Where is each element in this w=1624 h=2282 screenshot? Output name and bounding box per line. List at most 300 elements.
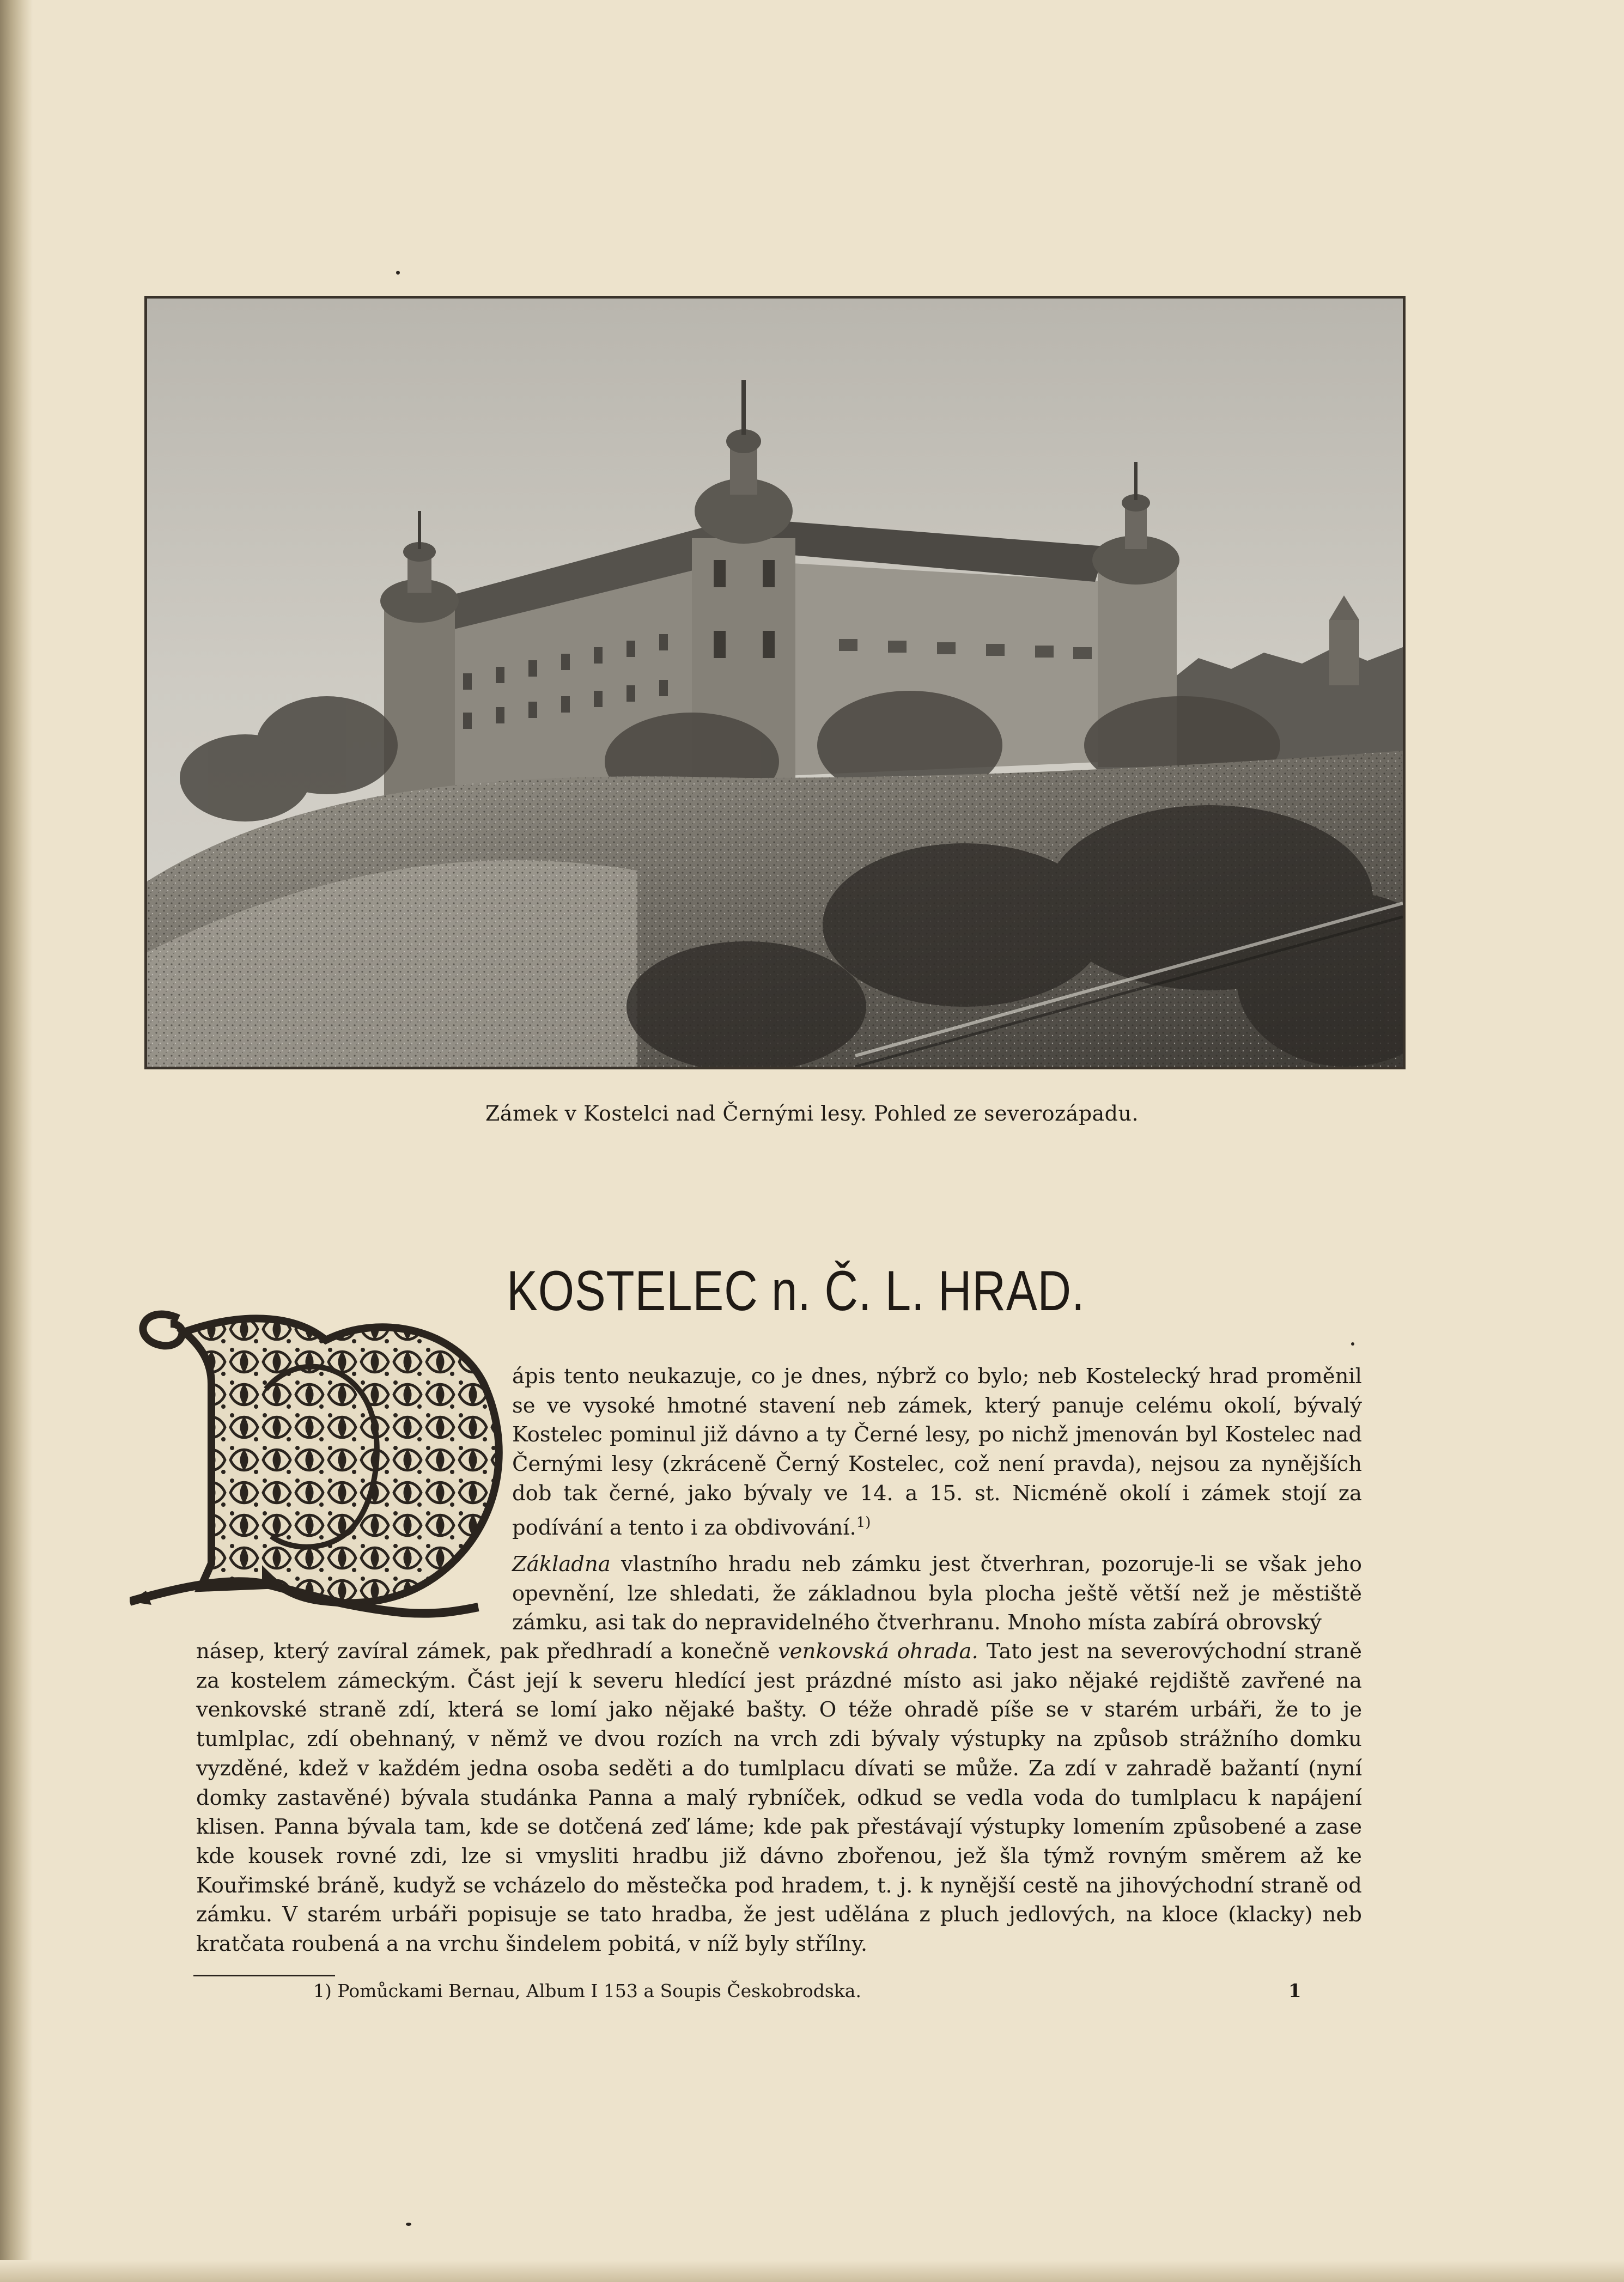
word (914, 1756, 923, 1781)
word (1118, 1581, 1130, 1606)
word: odkud (857, 1785, 923, 1810)
word: rozích (656, 1727, 722, 1752)
word: nepravidelného (704, 1610, 870, 1635)
word (381, 1902, 391, 1927)
word: byly (745, 1932, 789, 1957)
word (1325, 1669, 1336, 1693)
word (386, 1873, 393, 1898)
scan-speck (396, 271, 400, 275)
word (688, 1815, 696, 1839)
word: bašty. (746, 1697, 808, 1723)
word (499, 1932, 506, 1956)
word: že (773, 1581, 796, 1606)
word (940, 1727, 951, 1751)
word (889, 1639, 897, 1664)
word: nějaké (665, 1697, 735, 1723)
word (870, 1610, 877, 1635)
word: dávno (759, 1843, 824, 1869)
word: zámek, (416, 1639, 492, 1664)
word: voda (1033, 1785, 1085, 1810)
word: v (357, 1756, 369, 1781)
word (701, 1932, 707, 1956)
word (916, 1581, 928, 1606)
castle-photo-svg (147, 299, 1403, 1067)
word: že (743, 1902, 767, 1927)
word (921, 1552, 932, 1577)
word: jež (956, 1843, 987, 1869)
word: šla (1000, 1843, 1030, 1869)
word: hledící (674, 1668, 746, 1693)
scan-speck (406, 2223, 411, 2226)
word (588, 1610, 595, 1635)
word (1214, 1552, 1225, 1577)
word: zdi, (410, 1843, 448, 1869)
word (841, 1552, 851, 1577)
word (767, 1902, 777, 1927)
word (836, 1697, 848, 1722)
word (979, 1697, 991, 1722)
word: a (682, 1756, 695, 1781)
word: se (1045, 1697, 1069, 1723)
word: předhradí (546, 1639, 653, 1664)
word: to (1310, 1697, 1331, 1723)
word: bažantí (1220, 1756, 1299, 1781)
word: plocha (985, 1581, 1056, 1606)
word (479, 1727, 491, 1751)
word: hradu (728, 1552, 792, 1577)
word: k (569, 1668, 582, 1693)
word (515, 1669, 526, 1693)
footnote-text: Pomůckami Bernau, Album I 153 a Soupis Českobrodska. (337, 1980, 861, 2001)
word (416, 1815, 424, 1839)
word (577, 1786, 588, 1810)
book-spine-shadow (0, 0, 33, 2282)
word (845, 1756, 854, 1781)
word: na (1056, 1727, 1082, 1752)
word: popisuje (467, 1902, 557, 1927)
word: malý (686, 1785, 738, 1810)
word (491, 1844, 505, 1869)
word: dvou (594, 1727, 646, 1752)
word (761, 1581, 773, 1606)
word: zdí (307, 1727, 338, 1752)
word: láme; (696, 1815, 755, 1840)
word: udělána (824, 1902, 910, 1927)
word: ještě (1067, 1581, 1118, 1606)
word: napájení (1270, 1785, 1362, 1810)
word: bývaly (871, 1727, 940, 1752)
word: shledati, (669, 1581, 761, 1606)
word: cestě (1023, 1873, 1079, 1898)
word (746, 1844, 760, 1869)
word: si (504, 1843, 523, 1869)
word: kde (196, 1843, 235, 1869)
word: která (448, 1697, 504, 1723)
article-title: KOSTELEC n. Č. L. HRAD. (507, 1259, 1085, 1323)
word (326, 1669, 337, 1693)
word: lze (627, 1581, 658, 1606)
word: v (1105, 1756, 1117, 1781)
word: zase (1315, 1815, 1362, 1840)
word (642, 1902, 652, 1927)
word (369, 1756, 379, 1781)
word (1032, 1639, 1041, 1664)
word (470, 1786, 480, 1810)
word (1093, 1697, 1105, 1722)
word (486, 1873, 493, 1898)
word (296, 1727, 307, 1751)
word (796, 1581, 808, 1606)
word: Část (467, 1668, 515, 1693)
word: v (467, 1727, 480, 1752)
word (1065, 1815, 1073, 1839)
word (1323, 1844, 1337, 1869)
word (492, 1639, 500, 1664)
word (1306, 1552, 1317, 1577)
word: rejdiště (1149, 1668, 1231, 1693)
word: zdí, (398, 1697, 436, 1723)
word: rovným (1108, 1843, 1188, 1869)
word: kratčata (196, 1932, 285, 1957)
word (870, 1873, 877, 1898)
word (709, 1844, 722, 1869)
word: Za (1028, 1756, 1056, 1781)
word (646, 1727, 657, 1751)
word: na (405, 1932, 432, 1957)
word (1002, 1669, 1013, 1693)
word: jest (932, 1552, 970, 1577)
word (1313, 1902, 1323, 1927)
word: prázdné (805, 1668, 892, 1693)
word (522, 1844, 536, 1869)
word (619, 1844, 632, 1869)
decorative-initial-letter (130, 1280, 527, 1629)
word (1188, 1844, 1201, 1869)
paragraph-2 (512, 1550, 1362, 1638)
word (235, 1844, 248, 1869)
word (791, 1552, 801, 1577)
word: byla (928, 1581, 974, 1606)
word (472, 1815, 480, 1839)
word: severovýchodní (1121, 1639, 1286, 1664)
word: z (919, 1902, 930, 1927)
word (539, 1639, 547, 1664)
word (673, 1639, 681, 1664)
word: severu (592, 1668, 664, 1693)
word: od (1336, 1873, 1362, 1898)
word (457, 1727, 468, 1751)
word: pak (810, 1815, 849, 1840)
word (962, 1669, 972, 1693)
word (1056, 1581, 1068, 1606)
word: na (1336, 1668, 1362, 1693)
word: asi (595, 1610, 625, 1635)
paragraph-2-continued (196, 1637, 1362, 1959)
word (759, 1727, 771, 1751)
word: j. (899, 1873, 913, 1898)
word (397, 1844, 410, 1869)
word: neb (801, 1552, 841, 1577)
word: zámku (851, 1552, 922, 1577)
word (774, 1873, 781, 1898)
word (599, 1756, 609, 1781)
word: obehnaný, (349, 1727, 457, 1752)
word: straně (1261, 1873, 1329, 1898)
word: tumlplac, (196, 1727, 296, 1752)
word (729, 1756, 739, 1781)
word: tam, (424, 1815, 472, 1840)
word: jedna (470, 1756, 528, 1781)
word (1286, 1815, 1294, 1839)
word: urbáři, (1190, 1697, 1263, 1723)
word: se (567, 1902, 590, 1927)
word (380, 1932, 386, 1956)
word: zastavěné) (277, 1785, 391, 1810)
word (458, 1902, 467, 1927)
word (664, 1669, 674, 1693)
word: neb (1322, 1902, 1362, 1927)
word (323, 1844, 337, 1869)
word (970, 1552, 980, 1577)
word: do (1094, 1785, 1121, 1810)
word (1152, 1902, 1162, 1927)
word (289, 1756, 299, 1781)
word (1212, 1756, 1221, 1781)
word: se (463, 1873, 486, 1898)
word: dotčená (558, 1815, 643, 1840)
word (611, 1552, 621, 1577)
word: domku (1290, 1727, 1362, 1752)
word: způsobené (1173, 1815, 1286, 1840)
word: obrovský (1225, 1610, 1322, 1635)
word: který (273, 1639, 329, 1664)
word: jest (1040, 1639, 1079, 1664)
word: je (1241, 1581, 1261, 1606)
word: lze (461, 1843, 492, 1869)
word: kdež (298, 1756, 349, 1781)
word (1329, 1873, 1336, 1898)
word (1237, 1786, 1248, 1810)
word (266, 1786, 277, 1810)
word (962, 1815, 970, 1839)
word: jako (1013, 1668, 1058, 1693)
word: vcházelo (493, 1873, 586, 1898)
word (746, 1669, 757, 1693)
word (597, 1697, 609, 1722)
page-edge-shadow (0, 2260, 1624, 2282)
word (1260, 1581, 1272, 1606)
word (909, 1902, 919, 1927)
word: t. (877, 1873, 892, 1898)
word (583, 1727, 594, 1751)
word (1055, 1756, 1065, 1781)
word (1218, 1902, 1228, 1927)
word (329, 1639, 337, 1664)
word (1015, 1873, 1023, 1898)
word: zavíral (337, 1639, 409, 1664)
word: pluch (940, 1902, 999, 1927)
word: do (593, 1873, 619, 1898)
word: směrem (1201, 1843, 1287, 1869)
word (519, 1815, 527, 1839)
word (737, 1786, 747, 1810)
word: vmysliti (536, 1843, 619, 1869)
word: rybníček, (747, 1785, 847, 1810)
word (682, 1932, 689, 1956)
word (892, 1697, 904, 1722)
word (1034, 1697, 1046, 1722)
word: na (733, 1727, 760, 1752)
word (1001, 1610, 1007, 1635)
word (1331, 1697, 1343, 1722)
word (339, 1815, 347, 1839)
word: konečně (680, 1639, 770, 1664)
word: k (920, 1873, 933, 1898)
word: Panna (273, 1815, 339, 1840)
word (665, 1610, 672, 1635)
word (933, 1873, 940, 1898)
word: v (688, 1932, 701, 1957)
word (815, 1902, 825, 1927)
word (348, 1756, 357, 1781)
word: bývala (400, 1785, 470, 1810)
word: jihovýchodní (1119, 1873, 1254, 1898)
word: straně (319, 1697, 387, 1723)
word: do (672, 1610, 698, 1635)
word: pak (500, 1639, 539, 1664)
word: její (526, 1668, 558, 1693)
word (1084, 1786, 1094, 1810)
word (386, 1697, 398, 1722)
word: asi (972, 1668, 1002, 1693)
word (1069, 1697, 1081, 1722)
word: městiště (1272, 1581, 1362, 1606)
word: pozoruje-li (1102, 1552, 1214, 1577)
word: zámku. (196, 1902, 273, 1927)
footnote-reference: 1) (856, 1514, 871, 1531)
word (1112, 1873, 1119, 1898)
scan-speck (1351, 1342, 1354, 1346)
word (755, 1815, 763, 1839)
word: starém (307, 1902, 382, 1927)
word (824, 1844, 837, 1869)
word (590, 1902, 600, 1927)
word: kloce (1161, 1902, 1219, 1927)
word: ohrada. (897, 1639, 978, 1664)
word: ke (1336, 1843, 1362, 1869)
word (1307, 1815, 1315, 1839)
word: jako (608, 1697, 653, 1723)
word (978, 1639, 987, 1664)
word: vyzděné, (196, 1756, 290, 1781)
word (1030, 1844, 1043, 1869)
word: vlastního (621, 1552, 718, 1577)
word (539, 1697, 551, 1722)
word (913, 1873, 920, 1898)
word (1219, 1610, 1226, 1635)
word: Základna (512, 1552, 611, 1577)
word (1079, 1639, 1087, 1664)
word (601, 1932, 608, 1956)
word: (nyní (1308, 1756, 1363, 1781)
word: základnou (808, 1581, 917, 1606)
word: jest (776, 1902, 815, 1927)
word (409, 1639, 417, 1664)
word (807, 1697, 819, 1722)
word (1019, 1756, 1029, 1781)
word (1121, 1786, 1131, 1810)
word (789, 1932, 795, 1956)
word (455, 1873, 463, 1898)
word: kde (480, 1815, 519, 1840)
word (892, 1669, 903, 1693)
word (448, 1844, 461, 1869)
word: místa (1087, 1610, 1146, 1635)
word (1180, 1581, 1192, 1606)
word: větší (1130, 1581, 1181, 1606)
word: je (1343, 1697, 1363, 1723)
word: lomením (1073, 1815, 1165, 1840)
word: studánka (480, 1785, 578, 1810)
word: kostelem (230, 1668, 327, 1693)
word: vrch (770, 1727, 818, 1752)
word (722, 1727, 734, 1751)
word: může. (956, 1756, 1019, 1781)
word: týmž (1043, 1843, 1094, 1869)
word (847, 1786, 857, 1810)
word (770, 1639, 778, 1664)
word: jeho (1317, 1552, 1362, 1577)
word: tak (631, 1610, 666, 1635)
word (652, 1639, 660, 1664)
word: již (722, 1843, 746, 1869)
word: níž (707, 1932, 739, 1957)
word: hradem, (781, 1873, 870, 1898)
word (1024, 1786, 1034, 1810)
word: a (1294, 1815, 1307, 1840)
word (1279, 1727, 1290, 1751)
word (1117, 1756, 1126, 1781)
word (1248, 1552, 1258, 1577)
word (619, 1873, 626, 1898)
word: Kouřimské (196, 1873, 310, 1898)
word: vrchu (438, 1932, 499, 1957)
word: se (923, 1756, 947, 1781)
word (1112, 1639, 1121, 1664)
word (734, 1902, 744, 1927)
word: zdi (829, 1727, 861, 1752)
word (795, 1669, 806, 1693)
word: na (1085, 1873, 1112, 1898)
word (643, 1815, 651, 1839)
word (973, 1581, 985, 1606)
word (220, 1669, 230, 1693)
word: vedla (966, 1785, 1024, 1810)
word: kudyž (393, 1873, 456, 1898)
word (698, 1610, 704, 1635)
word (431, 1932, 438, 1956)
word (956, 1786, 966, 1810)
word (1146, 1610, 1153, 1635)
word: na (1126, 1902, 1152, 1927)
word (436, 1697, 448, 1722)
word: Tato (986, 1639, 1032, 1664)
word (1094, 1844, 1108, 1869)
word: téže (848, 1697, 893, 1723)
word (586, 1873, 593, 1898)
word: výstupky (970, 1815, 1065, 1840)
word (658, 1581, 670, 1606)
